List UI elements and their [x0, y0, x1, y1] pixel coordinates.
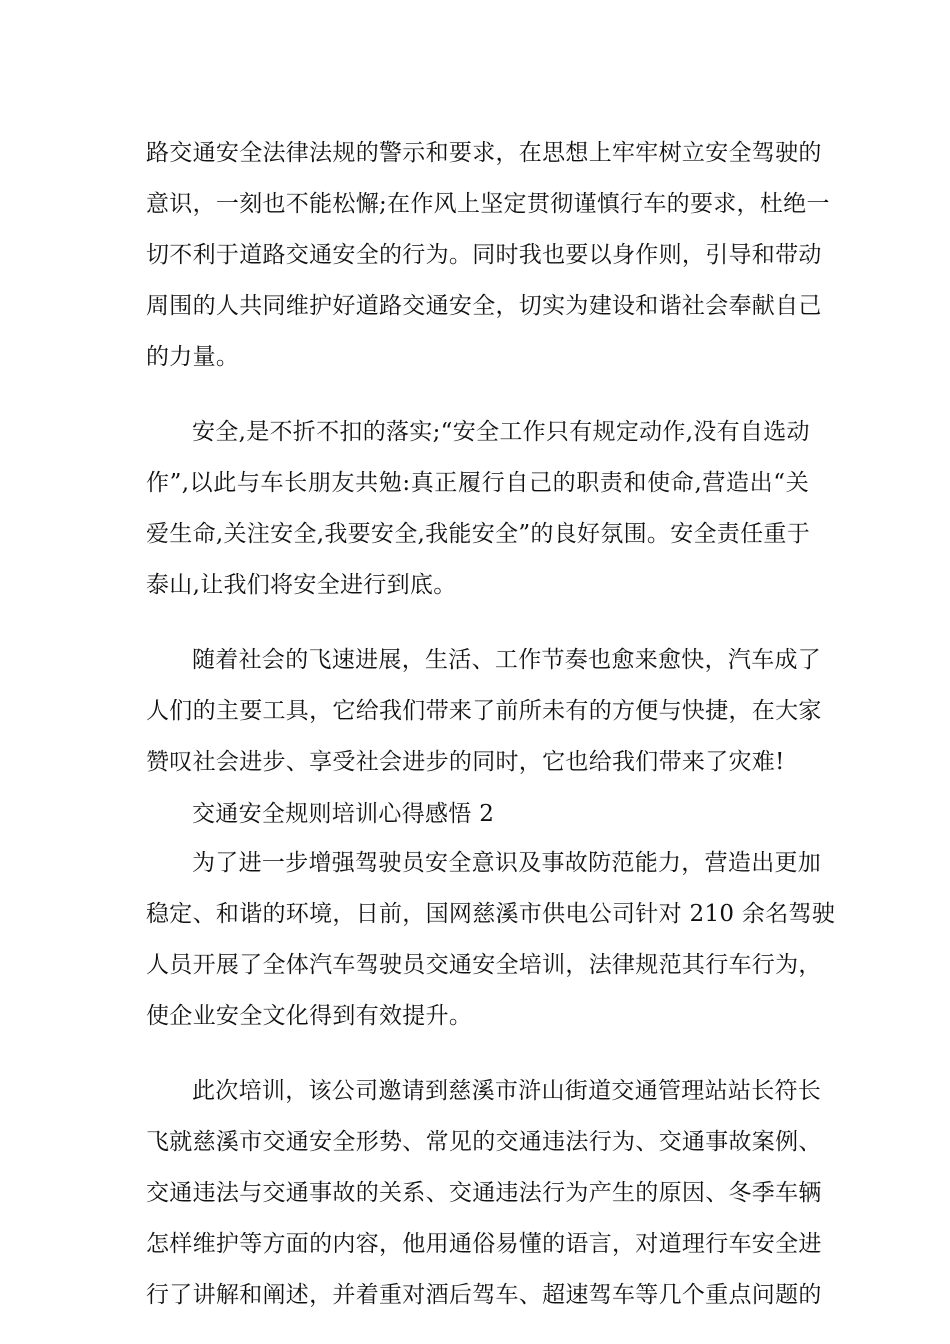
- text-line: 泰山,让我们将安全进行到底。: [146, 572, 457, 598]
- text-line: 稳定、和谐的环境，日前，国网慈溪市供电公司针对 210 余名驾驶: [146, 901, 836, 927]
- paragraph: [146, 407, 809, 611]
- text-line: 作”,以此与车长朋友共勉:真正履行自己的职责和使命,营造出“关: [146, 470, 809, 496]
- text-line: 使企业安全文化得到有效提升。: [146, 1003, 473, 1029]
- text-line: 飞就慈溪市交通安全形势、常见的交通违法行为、交通事故案例、: [146, 1129, 822, 1155]
- paragraph: [146, 635, 822, 788]
- document-body: [146, 128, 836, 1321]
- paragraph: [146, 1066, 822, 1321]
- text-line: 人员开展了全体汽车驾驶员交通安全培训，法律规范其行车行为，: [146, 952, 822, 978]
- text-line: 的力量。: [146, 344, 240, 370]
- text-line: 人们的主要工具，它给我们带来了前所未有的方便与快捷，在大家: [146, 698, 822, 724]
- text-line: 爱生命,关注安全,我要安全,我能安全”的良好氛围。安全责任重于: [146, 521, 810, 547]
- text-line: 随着社会的飞速进展，生活、工作节奏也愈来愈快，汽车成了: [192, 647, 822, 673]
- text-line: 切不利于道路交通安全的行为。同时我也要以身作则，引导和带动: [146, 242, 822, 268]
- text-line: 交通违法与交通事故的关系、交通违法行为产生的原因、冬季车辆: [146, 1180, 822, 1206]
- text-line: 周围的人共同维护好道路交通安全，切实为建设和谐社会奉献自己: [146, 293, 822, 319]
- text-line: 意识，一刻也不能松懈;在作风上坚定贯彻谨慎行车的要求，杜绝一: [146, 191, 830, 217]
- text-line: 行了讲解和阐述，并着重对酒后驾车、超速驾车等几个重点问题的: [146, 1282, 822, 1308]
- text-line: 安全,是不折不扣的落实;“安全工作只有规定动作,没有自选动: [192, 419, 810, 445]
- paragraph: [146, 838, 836, 1042]
- text-line: 为了进一步增强驾驶员安全意识及事故防范能力，营造出更加: [192, 850, 822, 876]
- text-line: 路交通安全法律法规的警示和要求，在思想上牢牢树立安全驾驶的: [146, 140, 822, 166]
- section-heading: 交通安全规则培训心得感悟 2: [192, 801, 495, 827]
- text-line: 怎样维护等方面的内容，他用通俗易懂的语言，对道理行车安全进: [146, 1231, 822, 1257]
- paragraph: [146, 128, 830, 383]
- text-line: 此次培训，该公司邀请到慈溪市浒山街道交通管理站站长符长: [192, 1078, 822, 1104]
- text-line: 赞叹社会进步、享受社会进步的同时，它也给我们带来了灾难!: [146, 749, 785, 775]
